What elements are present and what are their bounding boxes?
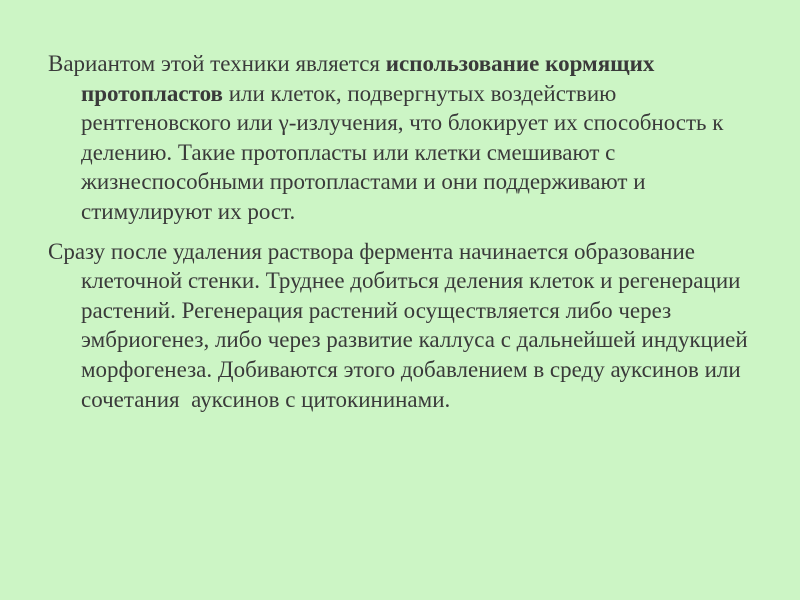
slide-text-block xyxy=(48,49,768,414)
paragraph-1-bold-term: использование кормящих протопластов xyxy=(81,51,655,106)
paragraph-1-remaining-text: или клеток, подвергнутых воздействию рентгеновского или γ-излучения, что блокирует их способность к делению. Такие протопласты или клетки смешивают с жизнеспособными протопластами и они поддерживают и стимулируют их рост. xyxy=(81,80,724,224)
paragraph-1-intro-text: Вариантом этой техники является xyxy=(48,51,386,76)
paragraph-2-text: Сразу после удаления раствора фермента начинается образование клеточной стенки. Труднее добиться деления клеток и регенерации растений. Регенерация растений осуществляется либо через эмбриогенез, либо через развитие каллуса с дальнейшей индукцией морфогенеза. Добиваются этого добавлением в среду ауксинов или сочетания ауксинов с цитокининами. xyxy=(48,238,754,412)
paragraph-cell-wall-regeneration xyxy=(48,237,768,415)
paragraph-protoplast-technique xyxy=(48,49,768,227)
